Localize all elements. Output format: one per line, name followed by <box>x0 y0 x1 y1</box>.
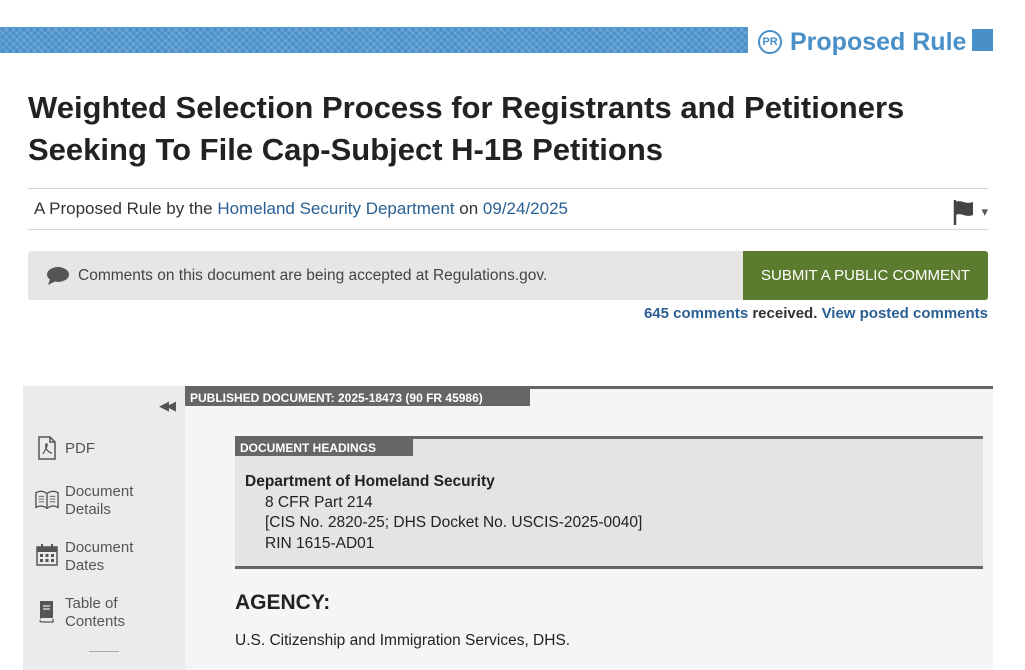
publication-date-link[interactable]: 09/24/2025 <box>482 199 569 218</box>
book-icon <box>35 595 59 623</box>
document-headings-tab: DOCUMENT HEADINGS <box>235 439 413 456</box>
comment-stats <box>644 305 988 322</box>
open-book-icon <box>35 483 59 511</box>
sidebar-item-label: Document Details <box>65 483 134 518</box>
comment-count-link[interactable]: 645 comments <box>643 305 749 322</box>
document-type-band-end <box>972 29 993 51</box>
sidebar-item-label: PDF <box>65 440 95 457</box>
calendar-icon <box>35 539 59 567</box>
sidebar-item-table-of-contents[interactable] <box>35 595 125 631</box>
document-headings <box>235 436 983 569</box>
document-content <box>185 386 993 670</box>
document-type-badge <box>758 27 966 57</box>
sidebar-divider <box>89 651 119 652</box>
comments-received-text: received. <box>752 305 818 322</box>
headings-rin: RIN 1615-AD01 <box>265 534 375 552</box>
byline <box>28 188 988 230</box>
document-type-band <box>0 27 748 53</box>
document-headings-body <box>245 472 642 554</box>
published-document-tab: PUBLISHED DOCUMENT: 2025-18473 (90 FR 45986) <box>185 389 530 406</box>
sidebar <box>23 386 185 670</box>
sidebar-item-document-details[interactable] <box>35 483 133 519</box>
flag-menu-button[interactable] <box>950 198 988 226</box>
agency-heading: AGENCY: <box>235 591 331 614</box>
comment-notice: Comments on this document are being accepted at Regulations.gov. <box>78 266 548 284</box>
submit-public-comment-button[interactable]: SUBMIT A PUBLIC COMMENT <box>743 251 988 300</box>
view-posted-comments-link[interactable]: View posted comments <box>821 305 988 322</box>
byline-prefix: A Proposed Rule by the <box>34 199 213 218</box>
sidebar-item-label: Table of Contents <box>65 595 126 630</box>
chevron-down-icon: ▾ <box>981 204 988 219</box>
collapse-sidebar-icon[interactable]: ◀◀ <box>159 398 173 413</box>
flag-icon <box>950 198 978 226</box>
headings-cfr: 8 CFR Part 214 <box>265 493 373 511</box>
sidebar-item-label: Document Dates <box>65 539 134 574</box>
headings-docket: [CIS No. 2820-25; DHS Docket No. USCIS-2025-0040] <box>265 514 643 531</box>
comment-bar <box>28 251 988 300</box>
sidebar-item-document-dates[interactable] <box>35 539 133 575</box>
document-title: Weighted Selection Process for Registrants and Petitioners Seeking To File Cap-Subject H-1B Petitions <box>28 90 905 167</box>
sidebar-item-pdf[interactable] <box>35 436 95 460</box>
pdf-icon <box>35 436 59 460</box>
agency-link[interactable]: Homeland Security Department <box>217 199 455 218</box>
speech-bubble-icon <box>46 266 70 286</box>
byline-on: on <box>459 199 479 218</box>
agency-text: U.S. Citizenship and Immigration Services, DHS. <box>235 632 571 649</box>
headings-agency: Department of Homeland Security <box>245 473 495 490</box>
proposed-rule-icon: PR <box>758 30 782 54</box>
document-type-label: Proposed Rule <box>790 27 967 56</box>
